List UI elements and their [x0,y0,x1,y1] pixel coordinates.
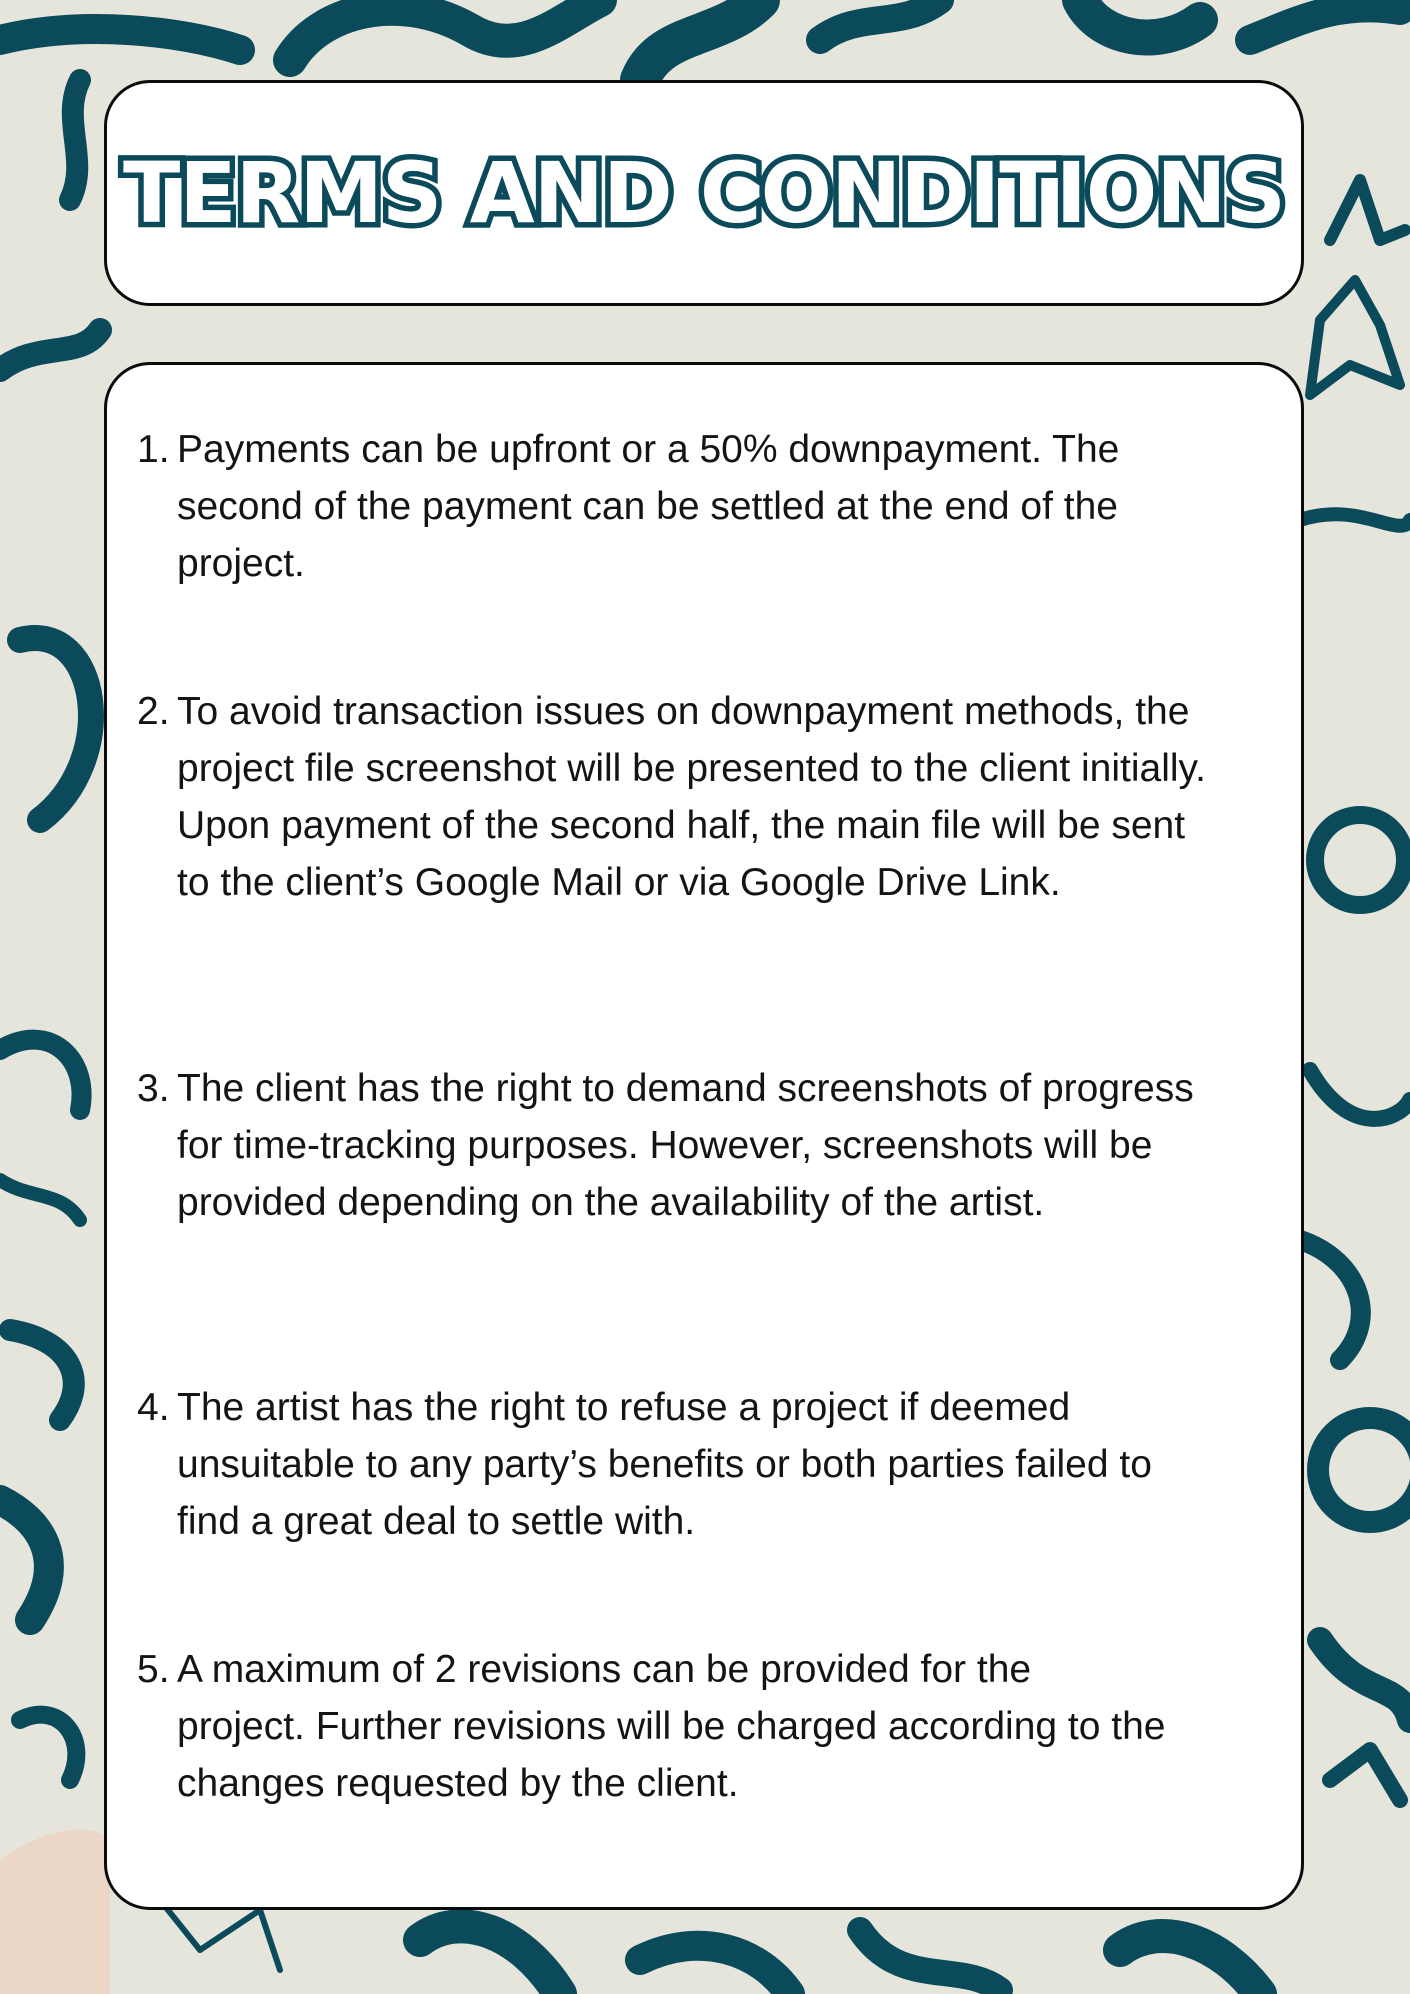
term-item-1 [137,421,1277,592]
term-text: Payments can be upfront or a 50% downpayment. The second of the payment can be settled at the end of the project. [177,428,1120,585]
term-item-3 [137,1060,1277,1231]
term-number: 5. [137,1648,170,1691]
page-title: TERMS AND CONDITIONS [122,144,1286,242]
title-banner [104,80,1304,306]
term-number: 3. [137,1067,170,1110]
term-text: The client has the right to demand screenshots of progress for time-tracking purposes. However, screenshots will be provided depending on the availability of the artist. [177,1067,1194,1224]
term-item-4 [137,1379,1277,1550]
terms-list [104,362,1304,1910]
term-number: 2. [137,690,170,733]
term-item-5 [137,1641,1277,1812]
term-text: A maximum of 2 revisions can be provided for the project. Further revisions will be charged according to the changes requested by the client. [177,1648,1166,1805]
term-text: The artist has the right to refuse a project if deemed unsuitable to any party’s benefits or both parties failed to find a great deal to settle with. [177,1386,1152,1543]
term-number: 4. [137,1386,170,1429]
term-number: 1. [137,428,170,471]
term-item-2 [137,683,1277,911]
term-text: To avoid transaction issues on downpayment methods, the project file screenshot will be presented to the client initially. Upon payment of the second half, the main file will be sent to the client’s Google Mail or via Google Drive Link. [177,690,1206,904]
